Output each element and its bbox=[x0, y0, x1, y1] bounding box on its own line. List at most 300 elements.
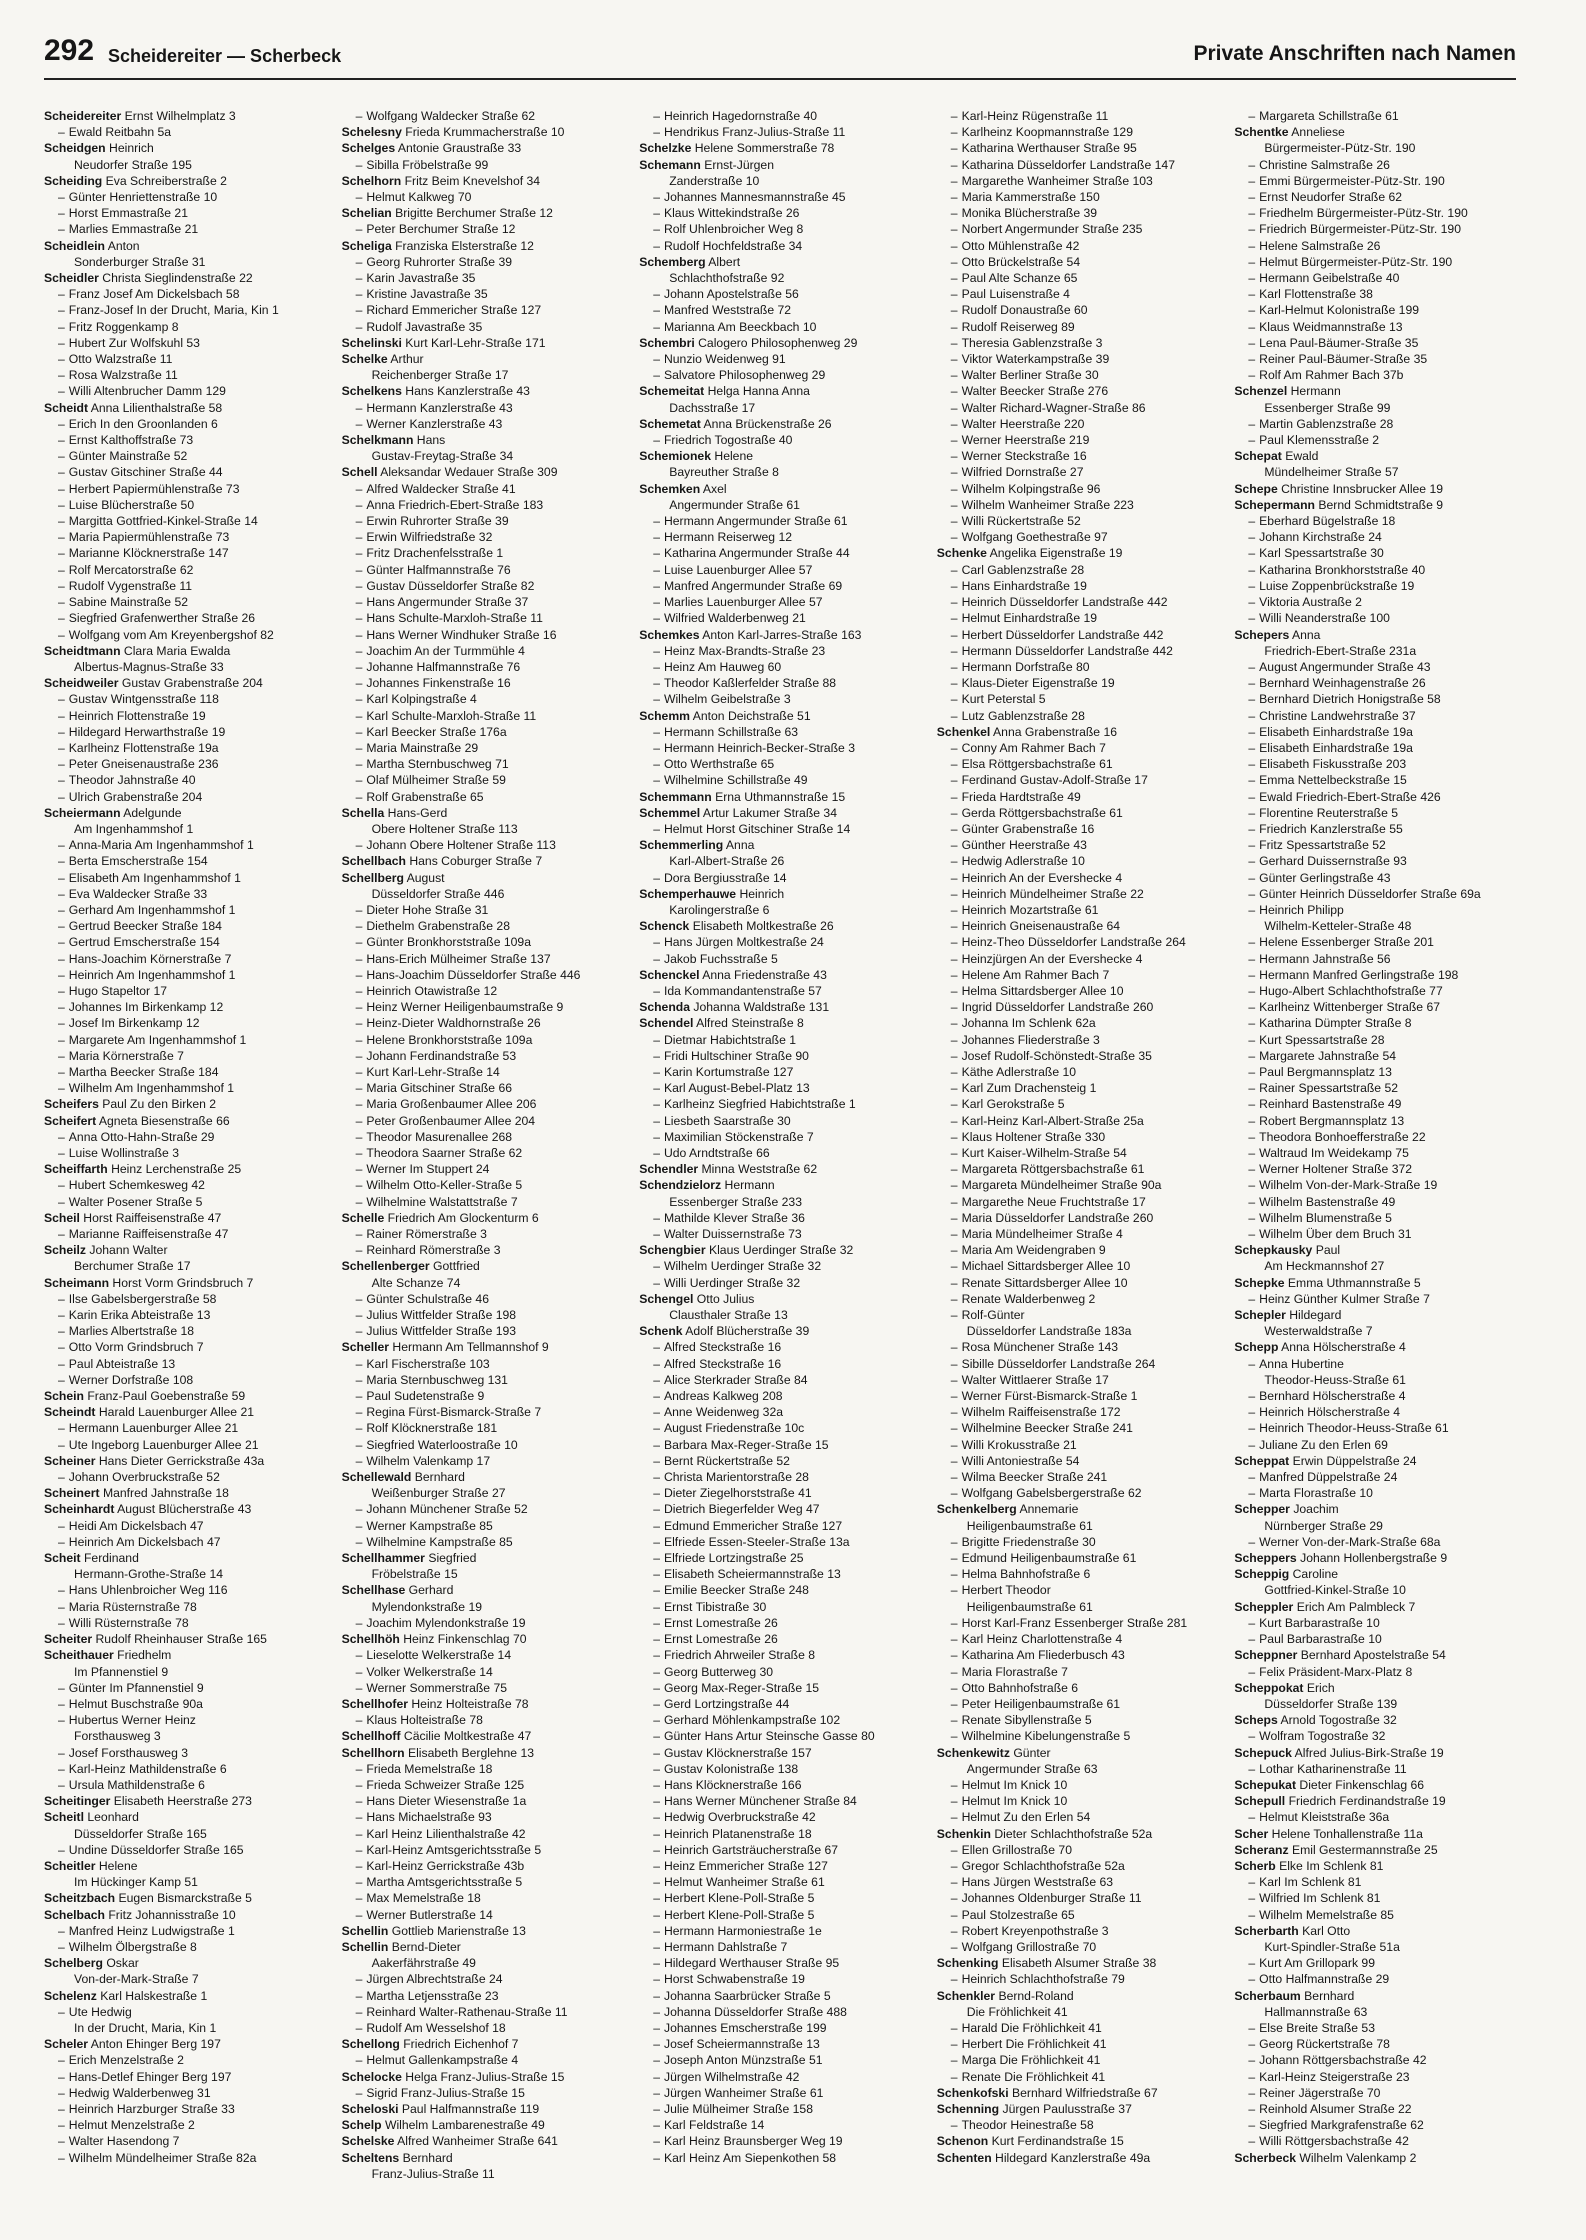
entry-text: Helma Bahnhofstraße 6 bbox=[961, 1567, 1091, 1582]
sub-entry: – Christine Salmstraße 26 bbox=[1248, 157, 1390, 172]
entry-text: Frieda Krummacherstraße 10 bbox=[405, 125, 565, 140]
entry-text: Heinrich An der Evershecke 4 bbox=[961, 870, 1123, 885]
surname: Schellin bbox=[341, 1923, 389, 1938]
sub-entry: – Werner Holtener Straße 372 bbox=[1248, 1162, 1413, 1177]
sub-entry: – Eva Waldecker Straße 33 bbox=[58, 886, 208, 901]
entry-text: Wilfried Im Schlenk 81 bbox=[1259, 1891, 1381, 1906]
entry-text: Karl Flottenstraße 38 bbox=[1259, 287, 1373, 302]
surname-entry bbox=[44, 1647, 326, 1663]
entry-text: Conny Am Rahmer Bach 7 bbox=[961, 740, 1106, 755]
surname-entry bbox=[342, 1728, 624, 1744]
entry-text: Elisabeth Fiskusstraße 203 bbox=[1259, 757, 1407, 772]
entry-text: Bernt Rückertstraße 52 bbox=[663, 1453, 790, 1468]
sub-entry: – Kurt Peterstal 5 bbox=[950, 692, 1046, 707]
entry-text: Wilhelm Memelstraße 85 bbox=[1259, 1907, 1394, 1922]
entry-text: Gertrud Beecker Straße 184 bbox=[68, 919, 222, 934]
entry-text: Erna Uthmannstraße 15 bbox=[715, 789, 846, 804]
sub-entry: – Paul Klemensstraße 2 bbox=[1248, 433, 1380, 448]
sub-entry: – Maria Mainstraße 29 bbox=[355, 740, 479, 755]
entry-text: Bernhard Wilfriedstraße 67 bbox=[1011, 2085, 1158, 2100]
surname-entry bbox=[44, 1210, 326, 1226]
entry-text: Maria Rüsternstraße 78 bbox=[68, 1599, 197, 1614]
sub-entry: – Karl Heinz Braunsberger Weg 19 bbox=[653, 2134, 843, 2149]
sub-entry: – Karl Schulte-Marxloh-Straße 11 bbox=[355, 708, 537, 723]
surname: Scherbaum bbox=[1234, 1988, 1301, 2003]
sub-entry: – Hedwig Adlerstraße 10 bbox=[950, 854, 1085, 869]
sub-entry: – Ernst Lomestraße 26 bbox=[653, 1615, 778, 1630]
sub-entry: – Helmut Wanheimer Straße 61 bbox=[653, 1875, 825, 1890]
sub-entry: – Joachim Mylendonkstraße 19 bbox=[355, 1615, 526, 1630]
entry-text: Ursula Mathildenstraße 6 bbox=[68, 1777, 205, 1792]
entry-text: Ute Hedwig bbox=[68, 2004, 132, 2019]
sub-entry: – Reinhard Bastenstraße 49 bbox=[1248, 1097, 1402, 1112]
entry-text: Helga Hanna Anna bbox=[707, 384, 810, 399]
sub-entry: – Karlheinz Siegfried Habichtstraße 1 bbox=[653, 1097, 856, 1112]
sub-entry: – Karl Zum Drachensteig 1 bbox=[950, 1081, 1097, 1096]
entry-text: Fritz Beim Knevelshof 34 bbox=[404, 173, 541, 188]
sub-entry: – Wilhelm Raiffeisenstraße 172 bbox=[950, 1405, 1121, 1420]
entry-text: Wilhelm Uerdinger Straße 32 bbox=[663, 1259, 822, 1274]
sub-entry: – Walter Beecker Straße 276 bbox=[950, 384, 1109, 399]
entry-text: Luise Wollinstraße 3 bbox=[68, 1146, 179, 1160]
address-continuation: Albertus-Magnus-Straße 33 bbox=[74, 659, 224, 674]
entry-text: Dieter Hohe Straße 31 bbox=[366, 902, 489, 917]
address-continuation: Theodor-Heuss-Straße 61 bbox=[1264, 1372, 1406, 1387]
sub-entry: – Ferdinand Gustav-Adolf-Straße 17 bbox=[950, 773, 1148, 788]
entry-text: Reiner Jägerstraße 70 bbox=[1259, 2085, 1381, 2100]
entry-text: Alfred Steckstraße 16 bbox=[663, 1340, 782, 1355]
sub-entry: – Otto Halfmannstraße 29 bbox=[1248, 1972, 1390, 1987]
entry-text: Paul Zu den Birken 2 bbox=[102, 1097, 217, 1112]
sub-entry: – Wilfried Walderbenweg 21 bbox=[653, 611, 806, 626]
entry-text: Dieter Schlachthofstraße 52a bbox=[994, 1826, 1153, 1841]
surname: Scheiter bbox=[44, 1632, 93, 1647]
sub-entry: – Maria Papiermühlenstraße 73 bbox=[58, 530, 230, 545]
sub-entry: – Julius Wittfelder Straße 193 bbox=[355, 1324, 517, 1339]
surname-entry bbox=[639, 967, 921, 983]
entry-text: Joachim An der Turmmühle 4 bbox=[366, 643, 525, 658]
surname-entry bbox=[937, 545, 1219, 561]
entry-text: Joachim Mylendonkstraße 19 bbox=[366, 1615, 526, 1630]
entry-text: Anna Friedrich-Ebert-Straße 183 bbox=[366, 497, 544, 512]
entry-text: Heinrich Gartsträucherstraße 67 bbox=[663, 1842, 839, 1857]
sub-entry: – Erwin Wilfriedstraße 32 bbox=[355, 530, 493, 545]
entry-text: Rolf Klöcknerstraße 181 bbox=[366, 1421, 498, 1436]
entry-text: Martha Amtsgerichtsstraße 5 bbox=[366, 1875, 523, 1890]
address-continuation: Heiligenbaumstraße 61 bbox=[966, 1599, 1093, 1614]
entry-text: Kurt Spessartstraße 28 bbox=[1259, 1032, 1385, 1047]
entry-text: Theodor Kaßlerfelder Straße 88 bbox=[663, 676, 837, 691]
surname: Schein bbox=[44, 1389, 84, 1404]
surname: Scheitinger bbox=[44, 1794, 111, 1809]
sub-entry: – Heinrich Schlachthofstraße 79 bbox=[950, 1972, 1125, 1987]
address-continuation: Heiligenbaumstraße 61 bbox=[966, 1518, 1093, 1533]
sub-entry: – Hans-Erich Mülheimer Straße 137 bbox=[355, 951, 551, 966]
surname: Schemm bbox=[639, 708, 690, 723]
sub-entry: – Maria Kammerstraße 150 bbox=[950, 190, 1100, 205]
surname: Scherbarth bbox=[1234, 1923, 1299, 1938]
entry-text: Paul Abteistraße 13 bbox=[68, 1356, 176, 1371]
address-continuation: Düsseldorfer Straße 139 bbox=[1264, 1696, 1398, 1711]
sub-entry: – Georg Rückertstraße 78 bbox=[1248, 2037, 1390, 2052]
entry-text: Walter Hasendong 7 bbox=[68, 2134, 180, 2149]
surname-entry bbox=[639, 254, 921, 270]
sub-entry: – Viktoria Austraße 2 bbox=[1248, 595, 1362, 610]
sub-entry: – Rudolf Am Wesselshof 18 bbox=[355, 2020, 506, 2035]
sub-entry: – August Friedenstraße 10c bbox=[653, 1421, 805, 1436]
entry-text: Wilhelm Valenkamp 17 bbox=[366, 1453, 491, 1468]
surname-entry bbox=[342, 335, 624, 351]
sub-entry: – Lieselotte Welkerstraße 14 bbox=[355, 1648, 512, 1663]
entry-text: Helmut Zu den Erlen 54 bbox=[961, 1810, 1091, 1825]
sub-entry: – Rolf Mercatorstraße 62 bbox=[58, 562, 194, 577]
entry-text: Wolfgang Grillostraße 70 bbox=[961, 1939, 1097, 1954]
sub-entry: – Hans Michaelstraße 93 bbox=[355, 1810, 492, 1825]
sub-entry: – Willi Krokusstraße 21 bbox=[950, 1437, 1077, 1452]
sub-entry: – Wilhelmine Kibelungenstraße 5 bbox=[950, 1729, 1131, 1744]
entry-text: Sigrid Franz-Julius-Straße 15 bbox=[366, 2085, 525, 2100]
entry-text: Herbert Papiermühlenstraße 73 bbox=[68, 481, 240, 496]
entry-text: Otto Vorm Grindsbruch 7 bbox=[68, 1340, 204, 1355]
entry-text: Antonie Graustraße 33 bbox=[397, 141, 522, 156]
sub-entry: – Erwin Ruhrorter Straße 39 bbox=[355, 514, 509, 529]
entry-text: Julius Wittfelder Straße 193 bbox=[366, 1324, 517, 1339]
entry-text: Hans Einhardstraße 19 bbox=[961, 578, 1087, 593]
entry-text: Günter Mainstraße 52 bbox=[68, 449, 188, 464]
sub-entry: – Elisabeth Am Ingenhammshof 1 bbox=[58, 870, 241, 885]
address-continuation: Nürnberger Straße 29 bbox=[1264, 1518, 1383, 1533]
sub-entry: – Helmut Buschstraße 90a bbox=[58, 1696, 203, 1711]
entry-text: Bernd-Dieter bbox=[391, 1939, 461, 1954]
entry-text: Karl Zum Drachensteig 1 bbox=[961, 1081, 1097, 1096]
entry-text: Gerhard Duissernstraße 93 bbox=[1259, 854, 1407, 869]
sub-entry: – Klaus-Dieter Eigenstraße 19 bbox=[950, 676, 1115, 691]
entry-text: Alfred Steinstraße 8 bbox=[696, 1016, 804, 1031]
sub-entry: – Werner Kampstraße 85 bbox=[355, 1518, 493, 1533]
entry-text: Helmut Bürgermeister-Pütz-Str. 190 bbox=[1259, 254, 1453, 269]
surname: Scheil bbox=[44, 1210, 80, 1225]
entry-text: Johann Overbruckstraße 52 bbox=[68, 1470, 220, 1485]
entry-text: Hans-Joachim Düsseldorfer Straße 446 bbox=[366, 967, 581, 982]
entry-text: Horst Raiffeisenstraße 47 bbox=[83, 1210, 222, 1225]
entry-text: Helmut Einhardstraße 19 bbox=[961, 611, 1098, 626]
surname-entry bbox=[44, 1907, 326, 1923]
surname: Scheinert bbox=[44, 1486, 100, 1501]
surname: Schemetat bbox=[639, 416, 701, 431]
entry-text: Heinrich Otawistraße 12 bbox=[366, 983, 498, 998]
sub-entry: – Johann Münchener Straße 52 bbox=[355, 1502, 528, 1517]
surname: Scheindt bbox=[44, 1405, 96, 1420]
sub-entry: – Rolf Klöcknerstraße 181 bbox=[355, 1421, 498, 1436]
entry-text: Hermann Harmoniestraße 1e bbox=[663, 1923, 822, 1938]
entry-text: Peter Berchumer Straße 12 bbox=[366, 222, 516, 237]
entry-text: Christa Marientorstraße 28 bbox=[663, 1470, 809, 1485]
entry-text: Helma Sittardsberger Allee 10 bbox=[961, 983, 1124, 998]
entry-text: Karl Heinz Charlottenstraße 4 bbox=[961, 1632, 1123, 1647]
entry-text: Willi Rückertstraße 52 bbox=[961, 514, 1081, 529]
surname-entry bbox=[44, 140, 326, 156]
surname-entry bbox=[44, 805, 326, 821]
sub-entry: – Helmut Gallenkampstraße 4 bbox=[355, 2053, 519, 2068]
entry-text: Hubertus Werner Heinz bbox=[68, 1713, 196, 1728]
surname: Schelp bbox=[341, 2118, 382, 2133]
surname-entry bbox=[342, 805, 624, 821]
sub-entry: – Lutz Gablenzstraße 28 bbox=[950, 708, 1085, 723]
entry-text: Katharina Düsseldorfer Landstraße 147 bbox=[961, 157, 1175, 172]
entry-text: Anna Grabenstraße 16 bbox=[993, 724, 1118, 739]
surname-entry bbox=[44, 270, 326, 286]
entry-text: Maria Kammerstraße 150 bbox=[961, 190, 1100, 205]
entry-text: Kurt Karl-Lehr-Straße 14 bbox=[366, 1064, 500, 1079]
surname: Schepat bbox=[1234, 449, 1282, 464]
surname-entry bbox=[44, 1550, 326, 1566]
surname: Schellhase bbox=[341, 1583, 406, 1598]
entry-text: Renate Sibyllenstraße 5 bbox=[961, 1713, 1092, 1728]
entry-text: Dietmar Habichtstraße 1 bbox=[663, 1032, 797, 1047]
entry-text: Helene Essenberger Straße 201 bbox=[1259, 935, 1434, 950]
entry-text: Marta Florastraße 10 bbox=[1259, 1486, 1373, 1501]
entry-text: Lieselotte Welkerstraße 14 bbox=[366, 1648, 512, 1663]
sub-entry: – Wilhelm Von-der-Mark-Straße 19 bbox=[1248, 1178, 1438, 1193]
entry-text: Franziska Elsterstraße 12 bbox=[395, 238, 534, 253]
sub-entry: – August Angermunder Straße 43 bbox=[1248, 659, 1431, 674]
entry-text: Helmut Horst Gitschiner Straße 14 bbox=[663, 821, 851, 836]
sub-entry: – Katharina Dümpter Straße 8 bbox=[1248, 1016, 1412, 1031]
sub-entry: – Heinz Emmericher Straße 127 bbox=[653, 1858, 828, 1873]
surname-entry bbox=[342, 464, 624, 480]
sub-entry: – Wilhelm Bastenstraße 49 bbox=[1248, 1194, 1396, 1209]
sub-entry: – Edmund Heiligenbaumstraße 61 bbox=[950, 1551, 1137, 1566]
column-1 bbox=[44, 108, 326, 2224]
sub-entry: – Hans-Joachim Körnerstraße 7 bbox=[58, 951, 232, 966]
sub-entry: – Ursula Mathildenstraße 6 bbox=[58, 1777, 205, 1792]
sub-entry: – Helma Bahnhofstraße 6 bbox=[950, 1567, 1091, 1582]
entry-text: Hans Angermunder Straße 37 bbox=[366, 595, 529, 610]
surname: Schelges bbox=[341, 141, 396, 156]
surname-entry bbox=[1234, 1858, 1516, 1874]
entry-text: Erwin Ruhrorter Straße 39 bbox=[366, 514, 509, 529]
sub-entry: – Karlheinz Koopmannstraße 129 bbox=[950, 125, 1133, 140]
entry-text: Johann Ferdinandstraße 53 bbox=[366, 1048, 517, 1063]
sub-entry: – Friedrich Ahrweiler Straße 8 bbox=[653, 1648, 816, 1663]
surname: Schepukat bbox=[1234, 1777, 1297, 1792]
surname-entry bbox=[44, 1388, 326, 1404]
entry-text: Anna Otto-Hahn-Straße 29 bbox=[68, 1129, 215, 1144]
entry-text: Else Breite Straße 53 bbox=[1259, 2020, 1375, 2035]
sub-entry: – Karin Javastraße 35 bbox=[355, 271, 476, 286]
entry-text: Hugo Stapeltor 17 bbox=[68, 983, 168, 998]
surname: Scheliga bbox=[341, 238, 392, 253]
sub-entry: – Maria Florastraße 7 bbox=[950, 1664, 1068, 1679]
surname: Scheidtmann bbox=[44, 643, 121, 658]
entry-text: Margareta Schillstraße 61 bbox=[1259, 109, 1399, 123]
surname-entry bbox=[937, 2133, 1219, 2149]
entry-text: Gertrud Emscherstraße 154 bbox=[68, 935, 220, 950]
surname: Schendler bbox=[639, 1162, 699, 1177]
surname: Scheidgen bbox=[44, 141, 106, 156]
sub-entry: – Fridi Hultschiner Straße 90 bbox=[653, 1048, 809, 1063]
sub-entry: – Willi Röttgersbachstraße 42 bbox=[1248, 2134, 1409, 2149]
entry-text: Werner Heerstraße 219 bbox=[961, 433, 1090, 448]
surname-entry bbox=[342, 238, 624, 254]
entry-text: Günter Im Pfannenstiel 9 bbox=[68, 1680, 204, 1695]
entry-text: Emma Nettelbeckstraße 15 bbox=[1259, 773, 1407, 788]
entry-text: Herbert Düsseldorfer Landstraße 442 bbox=[961, 627, 1164, 642]
entry-text: Heinrich Mündelheimer Straße 22 bbox=[961, 886, 1144, 901]
sub-entry: – Ida Kommandantenstraße 57 bbox=[653, 983, 822, 998]
entry-text: Johanna Im Schlenk 62a bbox=[961, 1016, 1096, 1031]
entry-text: Friedrich Togostraße 40 bbox=[663, 433, 793, 448]
sub-entry: – Heinz Max-Brandts-Straße 23 bbox=[653, 643, 826, 658]
entry-text: Paul bbox=[1315, 1243, 1341, 1258]
entry-text: Frieda Memelstraße 18 bbox=[366, 1761, 493, 1776]
entry-text: Calogero Philosophenweg 29 bbox=[698, 335, 858, 350]
surname-entry bbox=[639, 157, 921, 173]
sub-entry: – Hugo Stapeltor 17 bbox=[58, 983, 168, 998]
sub-entry: – Martha Amtsgerichtsstraße 5 bbox=[355, 1875, 523, 1890]
entry-text: Heinrich Mozartstraße 61 bbox=[961, 902, 1099, 917]
sub-entry: – Hildegard Herwarthstraße 19 bbox=[58, 724, 226, 739]
sub-entry: – Karl-Heinz Karl-Albert-Straße 25a bbox=[950, 1113, 1144, 1128]
entry-text: Emmi Bürgermeister-Pütz-Str. 190 bbox=[1259, 173, 1445, 188]
surname-entry bbox=[342, 1339, 624, 1355]
entry-text: Karl Beecker Straße 176a bbox=[366, 724, 507, 739]
surname-entry bbox=[639, 708, 921, 724]
entry-text: Rudolf Javastraße 35 bbox=[366, 319, 483, 334]
sub-entry: – Martha Sternbuschweg 71 bbox=[355, 757, 509, 772]
surname-entry bbox=[639, 1015, 921, 1031]
entry-text: August bbox=[406, 870, 445, 885]
entry-text: Marianna Am Beeckbach 10 bbox=[663, 319, 817, 334]
surname-entry bbox=[1234, 1826, 1516, 1842]
entry-text: Marianne Raiffeisenstraße 47 bbox=[68, 1227, 229, 1242]
sub-entry: – Gregor Schlachthofstraße 52a bbox=[950, 1858, 1125, 1873]
sub-entry: – Margarete Am Ingenhammshof 1 bbox=[58, 1032, 247, 1047]
entry-text: Hedwig Overbruckstraße 42 bbox=[663, 1810, 816, 1825]
entry-text: Anton Deichstraße 51 bbox=[692, 708, 811, 723]
entry-text: Carl Gablenzstraße 28 bbox=[961, 562, 1085, 577]
sub-entry: – Günter Gerlingstraße 43 bbox=[1248, 870, 1391, 885]
sub-entry: – Renate Sittardsberger Allee 10 bbox=[950, 1275, 1128, 1290]
sub-entry: – Hans Werner Windhuker Straße 16 bbox=[355, 627, 557, 642]
sub-entry: – Hildegard Werthauser Straße 95 bbox=[653, 1956, 840, 1971]
entry-text: Johanna Waldstraße 131 bbox=[693, 1000, 830, 1015]
entry-text: Marga Die Fröhlichkeit 41 bbox=[961, 2053, 1101, 2068]
sub-entry: – Peter Gneisenaustraße 236 bbox=[58, 757, 219, 772]
sub-entry: – Elisabeth Einhardstraße 19a bbox=[1248, 740, 1413, 755]
entry-text: Günter Henriettenstraße 10 bbox=[68, 190, 218, 205]
entry-text: Heinrich Flottenstraße 19 bbox=[68, 708, 206, 723]
entry-text: Renate Die Fröhlichkeit 41 bbox=[961, 2069, 1106, 2084]
surname: Schelian bbox=[341, 206, 392, 221]
entry-text: Rolf Am Rahmer Bach 37b bbox=[1259, 368, 1404, 383]
entry-text: Maria Körnerstraße 7 bbox=[68, 1048, 184, 1063]
surname-entry bbox=[1234, 627, 1516, 643]
entry-text: Herbert Klene-Poll-Straße 5 bbox=[663, 1907, 815, 1922]
entry-text: Helene Tonhallenstraße 11a bbox=[1271, 1826, 1423, 1841]
surname-entry bbox=[44, 1890, 326, 1906]
sub-entry: – Hubert Schemkesweg 42 bbox=[58, 1178, 205, 1193]
sub-entry: – Renate Die Fröhlichkeit 41 bbox=[950, 2069, 1106, 2084]
entry-text: Martha Beecker Straße 184 bbox=[68, 1064, 219, 1079]
column-2 bbox=[342, 108, 624, 2224]
entry-text: Gustav Grabenstraße 204 bbox=[121, 676, 263, 691]
surname: Scheranz bbox=[1234, 1842, 1289, 1857]
entry-text: Ilse Gabelsbergerstraße 58 bbox=[68, 1291, 217, 1306]
address-continuation: Obere Holtener Straße 113 bbox=[371, 821, 518, 836]
sub-entry: – Wilhelm Valenkamp 17 bbox=[355, 1453, 491, 1468]
surname: Schenkler bbox=[936, 1988, 996, 2003]
entry-text: Rudolf Hochfeldstraße 34 bbox=[663, 238, 803, 253]
sub-entry: – Gertrud Emscherstraße 154 bbox=[58, 935, 220, 950]
sub-entry: – Marianna Am Beeckbach 10 bbox=[653, 319, 817, 334]
surname: Schenckel bbox=[639, 967, 700, 982]
entry-text: Hans Jürgen Weststraße 63 bbox=[961, 1875, 1114, 1890]
entry-text: Otto Bahnhofstraße 6 bbox=[961, 1680, 1079, 1695]
entry-text: Hermann Jahnstraße 56 bbox=[1259, 951, 1391, 966]
surname: Schellhoff bbox=[341, 1729, 401, 1744]
surname: Schepkausky bbox=[1234, 1243, 1313, 1258]
entry-text: Wilhelmine Schillstraße 49 bbox=[663, 773, 808, 788]
entry-text: Maria Papiermühlenstraße 73 bbox=[68, 530, 230, 545]
entry-text: Heinrich Schlachthofstraße 79 bbox=[961, 1972, 1125, 1987]
sub-entry: – Rudolf Javastraße 35 bbox=[355, 319, 483, 334]
entry-text: Erich In den Groonlanden 6 bbox=[68, 416, 218, 431]
entry-text: Luise Blücherstraße 50 bbox=[68, 497, 195, 512]
sub-entry: – Ilse Gabelsbergerstraße 58 bbox=[58, 1291, 217, 1306]
entry-text: Martin Gablenzstraße 28 bbox=[1259, 416, 1394, 431]
sub-entry: – Salvatore Philosophenweg 29 bbox=[653, 368, 826, 383]
entry-text: Viktor Waterkampstraße 39 bbox=[961, 352, 1110, 367]
entry-text: Nunzio Weidenweg 91 bbox=[663, 352, 786, 367]
surname-entry bbox=[1234, 1501, 1516, 1517]
sub-entry: – Rosa Walzstraße 11 bbox=[58, 368, 178, 383]
entry-text: Adelgunde bbox=[123, 805, 182, 820]
sub-entry: – Anne Weidenweg 32a bbox=[653, 1405, 783, 1420]
entry-text: Leonhard bbox=[87, 1810, 139, 1825]
sub-entry: – Dietrich Biegerfelder Weg 47 bbox=[653, 1502, 820, 1517]
entry-text: Gerhard Möhlenkampstraße 102 bbox=[663, 1713, 841, 1728]
entry-text: Günter Hans Artur Steinsche Gasse 80 bbox=[663, 1729, 875, 1744]
sub-entry: – Wilhelm Ölbergstraße 8 bbox=[58, 1939, 197, 1954]
sub-entry: – Theodor Jahnstraße 40 bbox=[58, 773, 196, 788]
entry-text: Aleksandar Wedauer Straße 309 bbox=[380, 465, 558, 480]
entry-text: Willi Uerdinger Straße 32 bbox=[663, 1275, 801, 1290]
entry-text: Johannes Im Birkenkamp 12 bbox=[68, 1000, 224, 1015]
entry-text: Anton Ehinger Berg 197 bbox=[90, 2037, 221, 2052]
entry-text: Walter Duissernstraße 73 bbox=[663, 1227, 802, 1242]
surname: Schepull bbox=[1234, 1794, 1286, 1809]
sub-entry: – Undine Düsseldorfer Straße 165 bbox=[58, 1842, 244, 1857]
entry-text: Hans-Erich Mülheimer Straße 137 bbox=[366, 951, 551, 966]
entry-text: Wilhelm Ölbergstraße 8 bbox=[68, 1939, 197, 1954]
entry-text: Hans Werner Windhuker Straße 16 bbox=[366, 627, 557, 642]
entry-text: Heinz Werner Heiligenbaumstraße 9 bbox=[366, 1000, 564, 1015]
entry-text: Anna-Maria Am Ingenhammshof 1 bbox=[68, 838, 254, 853]
sub-entry: – Karl Heinz Charlottenstraße 4 bbox=[950, 1632, 1123, 1647]
entry-text: Karl Spessartstraße 30 bbox=[1259, 546, 1384, 561]
sub-entry: – Herbert Theodor bbox=[950, 1583, 1051, 1598]
surname-entry bbox=[342, 853, 624, 869]
surname-entry bbox=[639, 1242, 921, 1258]
entry-text: Gerhard Am Ingenhammshof 1 bbox=[68, 902, 236, 917]
sub-entry: – Regina Fürst-Bismarck-Straße 7 bbox=[355, 1405, 542, 1420]
entry-text: Reinhold Alsumer Straße 22 bbox=[1259, 2101, 1412, 2116]
sub-entry: – Josef Im Birkenkamp 12 bbox=[58, 1016, 200, 1031]
sub-entry: – Wilma Beecker Straße 241 bbox=[950, 1470, 1108, 1485]
surname-entry bbox=[44, 1955, 326, 1971]
entry-text: Margareta Röttgersbachstraße 61 bbox=[961, 1162, 1145, 1177]
